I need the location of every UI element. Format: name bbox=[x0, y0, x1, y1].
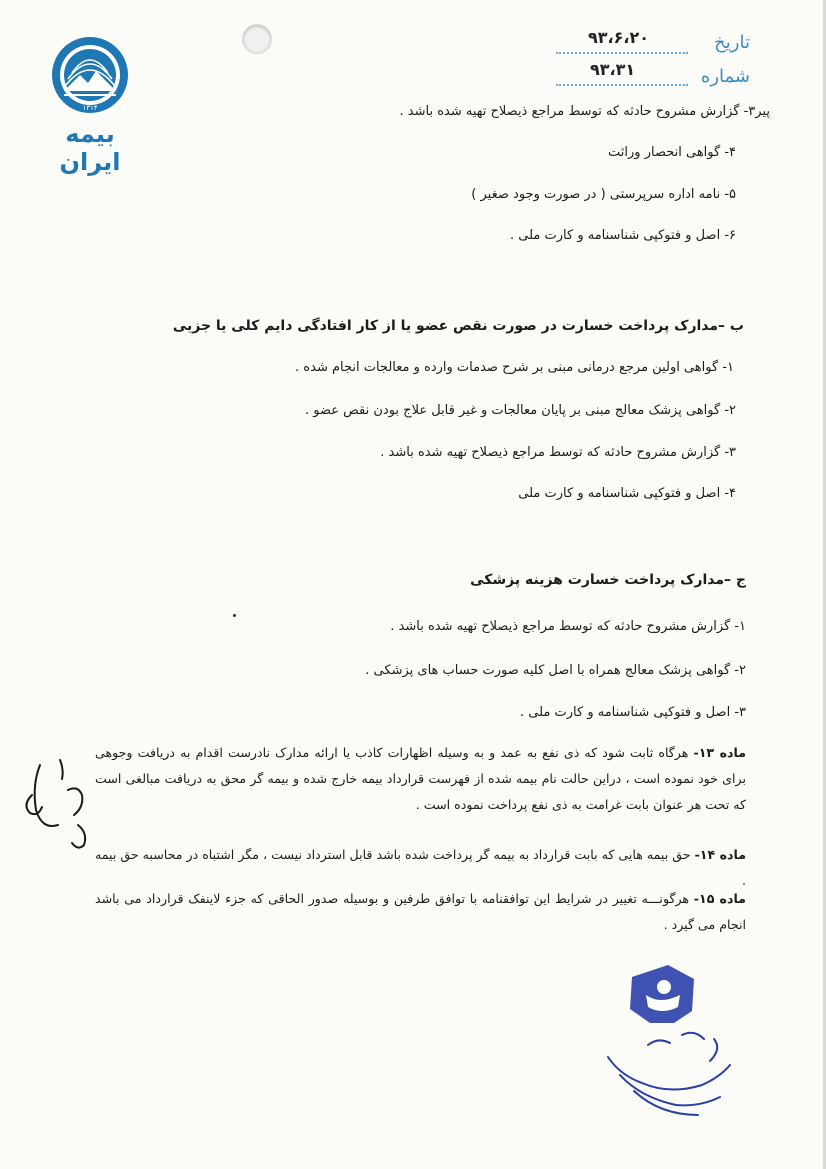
number-label: شماره bbox=[700, 66, 750, 87]
section-c-item-3: ۳- اصل و فتوکپی شناسنامه و کارت ملی . bbox=[520, 705, 746, 720]
section-a-item-3: پیر۳- گزارش مشروح حادثه که توسط مراجع ذیصلاح تهیه شده باشد . bbox=[399, 104, 770, 119]
section-c-item-1: ۱- گزارش مشروح حادثه که توسط مراجع ذیصلاح تهیه شده باشد . bbox=[390, 619, 746, 634]
section-b-item-1: ۱- گواهی اولین مرجع درمانی مبنی بر شرح صدمات وارده و معالجات انجام شده . bbox=[295, 360, 734, 375]
section-b-title: ب –مدارک پرداخت خسارت در صورت نقص عضو یا از کار افتادگی دایم کلی یا جزیی bbox=[172, 318, 744, 334]
date-label: تاریخ bbox=[714, 32, 750, 53]
number-dotted-line bbox=[556, 84, 688, 86]
section-b-item-2: ۲- گواهی پزشک معالج مبنی بر پایان معالجات و غیر قابل علاج بودن نقص عضو . bbox=[304, 403, 736, 418]
article-13 bbox=[95, 740, 746, 818]
section-c-item-2: ۲- گواهی پزشک معالج همراه با اصل کلیه صورت حساب های پزشکی . bbox=[365, 663, 746, 678]
company-name: بیمه ایران bbox=[59, 120, 121, 176]
section-a-item-4: ۴- گواهی انحصار وراثت bbox=[608, 145, 736, 160]
punch-hole bbox=[242, 24, 272, 54]
handwritten-signature bbox=[12, 755, 107, 855]
bimeh-iran-emblem bbox=[50, 35, 130, 115]
section-c-title: ج –مدارک پرداخت خسارت هزینه پزشکی bbox=[470, 572, 746, 588]
article-15-label: ماده ۱۵- bbox=[693, 891, 746, 906]
section-b-item-3: ۳- گزارش مشروح حادثه که توسط مراجع ذیصلاح تهیه شده باشد . bbox=[380, 445, 736, 460]
article-15-text: هرگونـــه تغییر در شرایط این توافقنامه با توافق طرفین و بوسیله صدور الحاقی که جزء لاینفک قرارداد می باشد انجام می گیرد . bbox=[95, 891, 746, 932]
article-13-text: هرگاه ثابت شود که ذی نفع به عمد و به وسیله اظهارات کاذب یا ارائه مدارک نادرست اقدام به دریافت وجوهی برای خود نموده است ، دراین حالت نام بیمه شده از فهرست قرارداد بیمه خارج شده و بیمه گر محق به دریافت مبالغی است که تحت هر عنوان بابت غرامت به ذی نفع پرداخت نموده است . bbox=[95, 745, 746, 812]
article-14-label: ماده ۱۴- bbox=[694, 847, 746, 862]
article-14-text: حق بیمه هایی که بابت قرارداد به بیمه گر پرداخت شده باشد قابل استرداد نیست ، مگر اشتباه در محاسبه حق بیمه . bbox=[95, 847, 746, 888]
section-a-item-5: ۵- نامه اداره سرپرستی ( در صورت وجود صغیر ) bbox=[471, 187, 736, 202]
date-value: ۹۳،۶،۲۰ bbox=[588, 28, 649, 47]
section-b-item-4: ۴- اصل و فتوکپی شناسنامه و کارت ملی bbox=[518, 486, 736, 501]
article-13-label: ماده ۱۳- bbox=[693, 745, 746, 760]
date-field bbox=[550, 28, 750, 58]
number-value: ۹۳،۳۱ bbox=[590, 60, 636, 79]
ink-speck bbox=[233, 614, 236, 617]
number-field bbox=[550, 62, 750, 92]
article-15 bbox=[95, 886, 746, 938]
university-stamp bbox=[590, 965, 750, 1125]
emblem-year: ۱۳۱۴ bbox=[82, 104, 98, 112]
section-a-item-6: ۶- اصل و فتوکپی شناسنامه و کارت ملی . bbox=[510, 228, 736, 243]
date-dotted-line bbox=[556, 52, 688, 54]
